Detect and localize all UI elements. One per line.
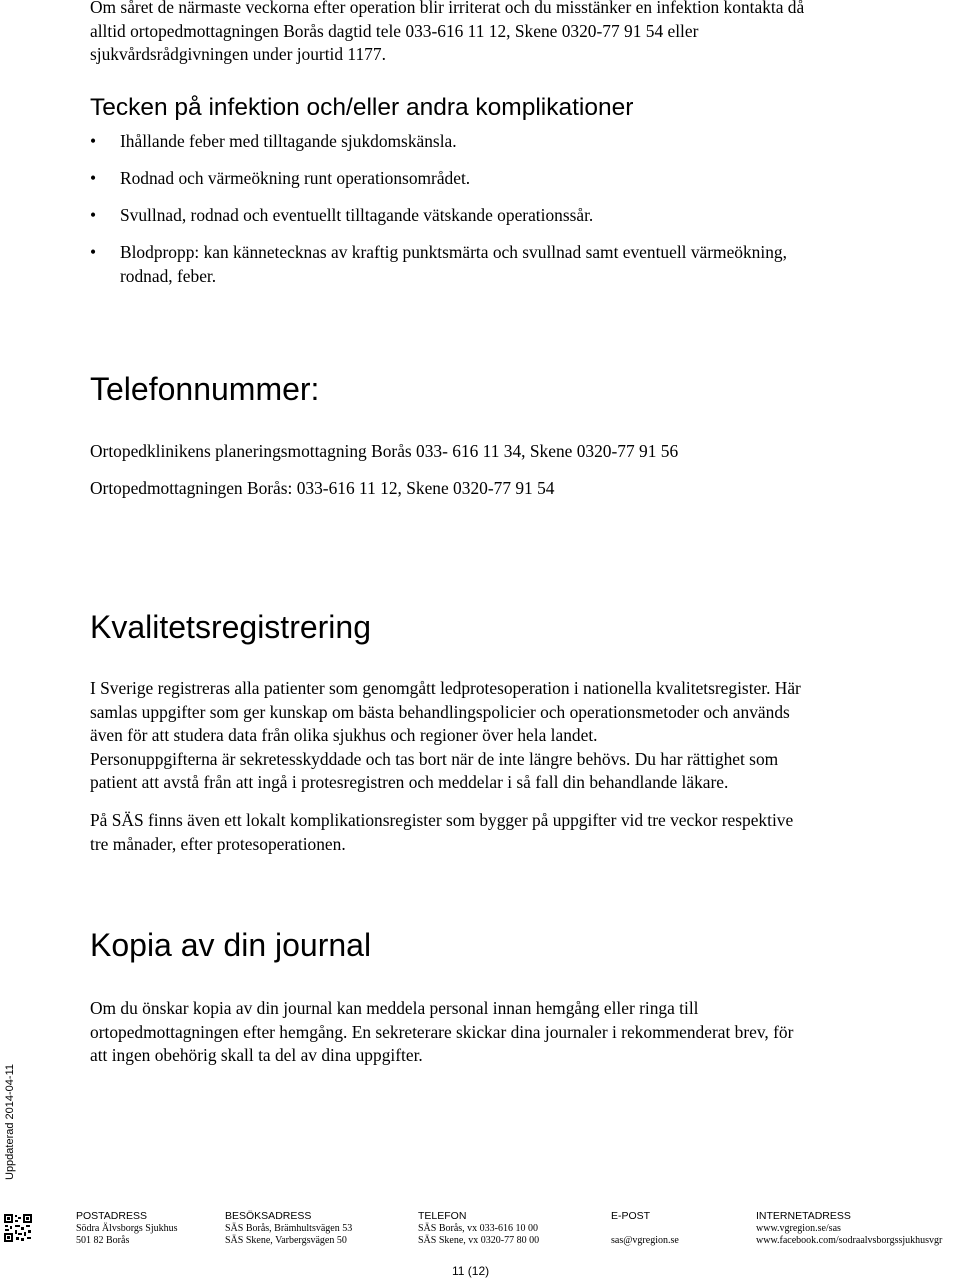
- footer-postal-address: [76, 1210, 178, 1248]
- bullet-icon: •: [90, 205, 97, 225]
- list-item: [90, 130, 950, 167]
- footer-visiting-address: [225, 1210, 352, 1248]
- text-line: ortopedmottagningen efter hemgång. En sekreterare skickar dina journaler i rekommenderat brev, för: [90, 1021, 794, 1042]
- phone-line: Ortopedmottagningen Borås: 033-616 11 12, Skene 0320-77 91 54: [90, 478, 555, 498]
- footer-label: E-POST: [611, 1210, 651, 1222]
- footer-value: 501 82 Borås: [76, 1235, 130, 1246]
- phone-line: Ortopedklinikens planeringsmottagning Borås 033- 616 11 34, Skene 0320-77 91 56: [90, 441, 679, 461]
- page-footer: [0, 1210, 960, 1250]
- intro-line: sjukvårdsrådgivningen under jourtid 1177.: [90, 44, 386, 64]
- footer-value: [611, 1223, 679, 1236]
- footer-value: SÄS Borås, vx 033-616 10 00: [418, 1222, 539, 1234]
- footer-value: Södra Älvsborgs Sjukhus: [76, 1222, 178, 1234]
- list-item-text: Svullnad, rodnad och eventuellt tilltagande vätskande operationssår.: [120, 205, 594, 225]
- website-link[interactable]: www.vgregion.se/sas: [756, 1222, 841, 1234]
- list-item: [90, 241, 950, 288]
- list-item-text: rodnad, feber.: [120, 265, 217, 286]
- bullet-icon: •: [90, 242, 97, 262]
- text-line: Om du önskar kopia av din journal kan meddela personal innan hemgång eller ringa till: [90, 998, 699, 1018]
- list-item: [90, 167, 950, 204]
- list-item-text: Rodnad och värmeökning runt operationsområdet.: [120, 168, 471, 188]
- footer-value: SÄS Skene, vx 0320-77 80 00: [418, 1235, 540, 1246]
- infection-heading: Tecken på infektion och/eller andra komplikationer: [90, 94, 634, 121]
- journal-heading: Kopia av din journal: [90, 927, 372, 963]
- text-line: Personuppgifterna är sekretesskyddade och tas bort när de inte längre behövs. Du har rättighet som: [90, 748, 779, 769]
- footer-label: POSTADRESS: [76, 1210, 147, 1222]
- text-line: patient att avstå från att ingå i protesregistren och meddelar i så fall din behandlande läkare.: [90, 772, 729, 792]
- email-link[interactable]: sas@vgregion.se: [611, 1235, 679, 1246]
- updated-date-stamp: Uppdaterad 2014-04-11: [4, 1064, 16, 1180]
- bullet-icon: •: [90, 131, 97, 151]
- text-line: tre månader, efter protesoperationen.: [90, 833, 346, 854]
- intro-line: alltid ortopedmottagningen Borås dagtid tele 033-616 11 12, Skene 0320-77 91 54 eller: [90, 20, 699, 41]
- quality-paragraph: [90, 677, 950, 795]
- text-line: att ingen obehörig skall ta del av dina uppgifter.: [90, 1045, 423, 1065]
- footer-internet: [756, 1210, 942, 1248]
- intro-paragraph: [90, 0, 950, 67]
- quality-heading: Kvalitetsregistrering: [90, 609, 371, 645]
- footer-label: BESÖKSADRESS: [225, 1210, 312, 1222]
- footer-email: [611, 1210, 679, 1248]
- list-item: [90, 204, 950, 241]
- text-line: I Sverige registreras alla patienter som genomgått ledprotesoperation i nationella kvalitetsregister. Här: [90, 678, 801, 698]
- footer-label: TELEFON: [418, 1210, 467, 1222]
- list-item-text: Ihållande feber med tilltagande sjukdomskänsla.: [120, 131, 457, 151]
- footer-value: SÄS Borås, Brämhultsvägen 53: [225, 1222, 353, 1234]
- quality-paragraph-local: [90, 809, 950, 856]
- footer-phone: [418, 1210, 539, 1248]
- intro-line: Om såret de närmaste veckorna efter operation blir irriterat och du misstänker en infektion kontakta då: [90, 0, 805, 17]
- journal-paragraph: [90, 997, 950, 1068]
- text-line: även för att studera data från olika sjukhus och regioner över hela landet.: [90, 725, 598, 745]
- text-line: På SÄS finns även ett lokalt komplikationsregister som bygger på uppgifter vid tre veckor respektive: [90, 810, 794, 830]
- facebook-link[interactable]: www.facebook.com/sodraalvsborgssjukhusvgr: [756, 1235, 943, 1246]
- footer-value: SÄS Skene, Varbergsvägen 50: [225, 1235, 347, 1246]
- bullet-icon: •: [90, 168, 97, 188]
- phones-heading: Telefonnummer:: [90, 371, 320, 407]
- page-number: 11 (12): [452, 1264, 490, 1278]
- infection-list: [90, 130, 950, 288]
- text-line: samlas uppgifter som ger kunskap om bästa behandlingspolicier och operationsmetoder och används: [90, 701, 790, 722]
- list-item-text: Blodpropp: kan kännetecknas av kraftig punktsmärta och svullnad samt eventuell värmeökning,: [120, 242, 787, 262]
- footer-label: INTERNETADRESS: [756, 1210, 851, 1222]
